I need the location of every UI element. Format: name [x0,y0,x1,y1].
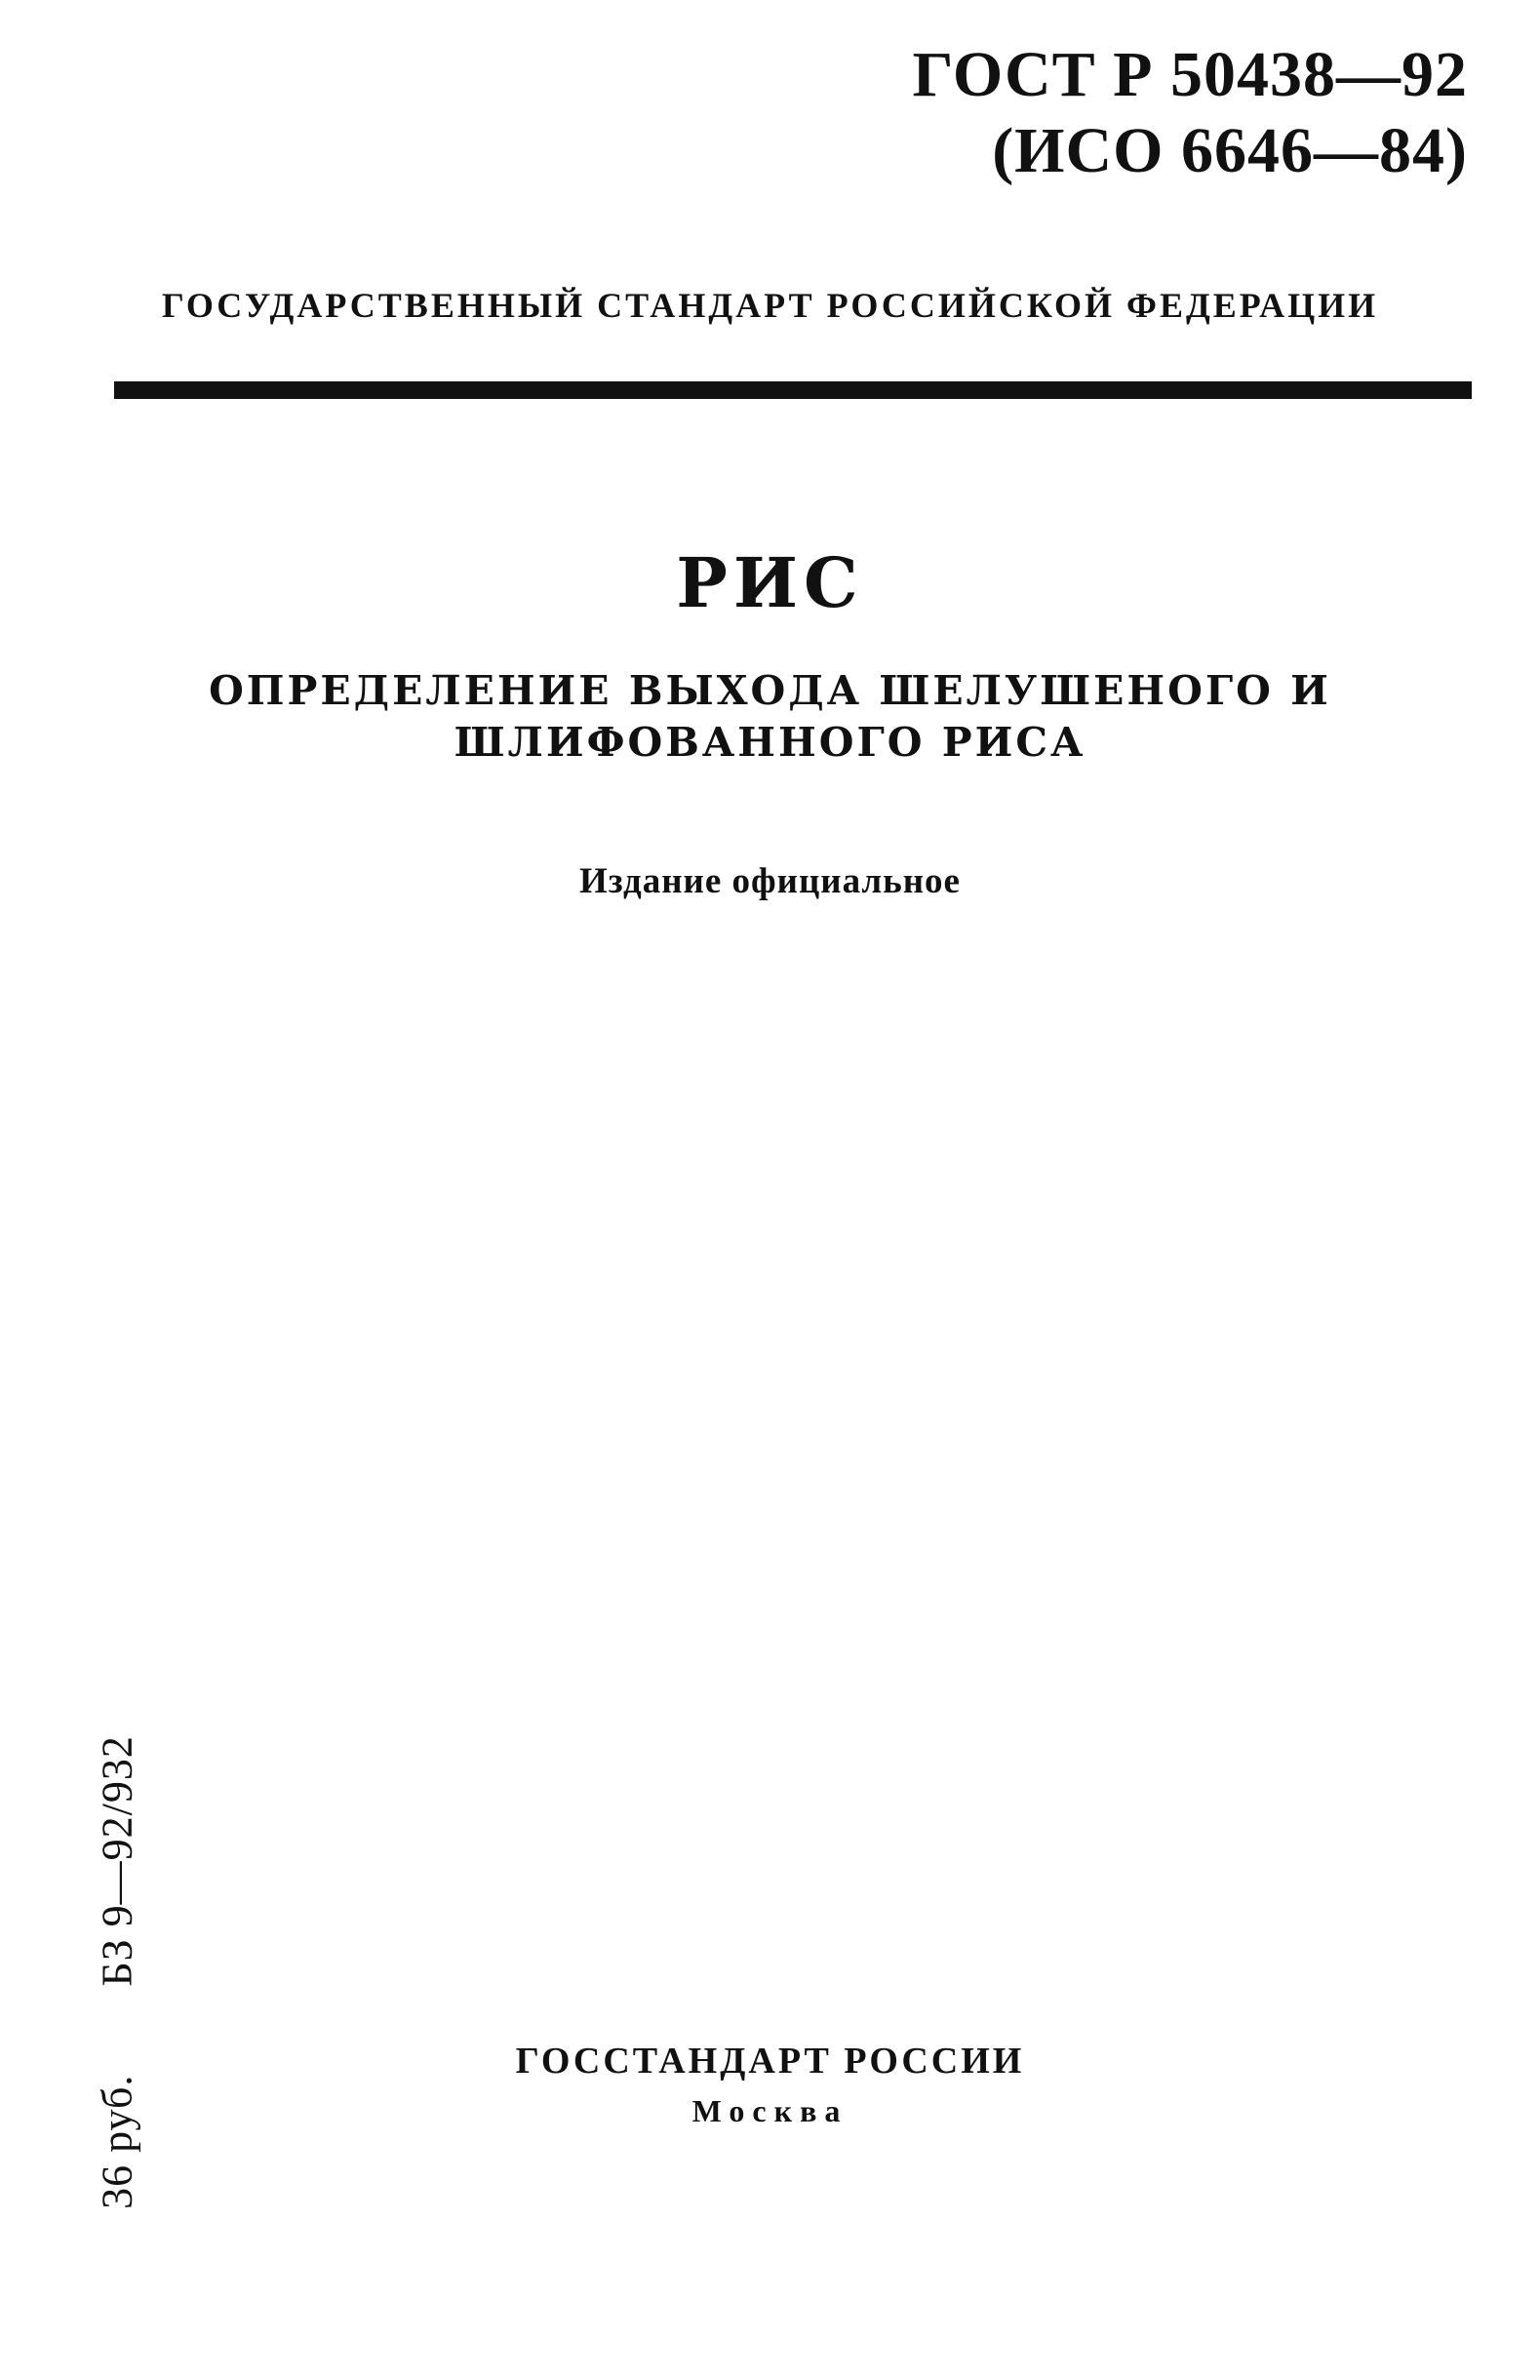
standard-number: ГОСТ Р 50438—92 [912,39,1468,110]
subtitle-line-2: ШЛИФОВАННОГО РИСА [454,719,1086,767]
subtitle-line-1: ОПРЕДЕЛЕНИЕ ВЫХОДА ШЕЛУШЕНОГО И [209,667,1331,714]
document-subtitle [0,665,1540,770]
edition-label: Издание официальное [579,861,961,901]
catalog-code: БЗ 9—92/932 [93,1735,141,1987]
header-rule [114,381,1472,399]
iso-number: (ИСО 6646—84) [992,114,1468,186]
publisher-city: Москва [691,2093,849,2128]
standard-number-block [913,37,1469,189]
publisher-name: ГОССТАНДАРТ РОССИИ [515,2041,1025,2082]
state-standard-heading: ГОСУДАРСТВЕННЫЙ СТАНДАРТ РОССИЙСКОЙ ФЕДЕРАЦИИ [161,286,1379,325]
side-price-note [93,1735,142,2209]
price-text: 36 руб. [93,2074,141,2209]
document-title: РИС [676,542,864,623]
